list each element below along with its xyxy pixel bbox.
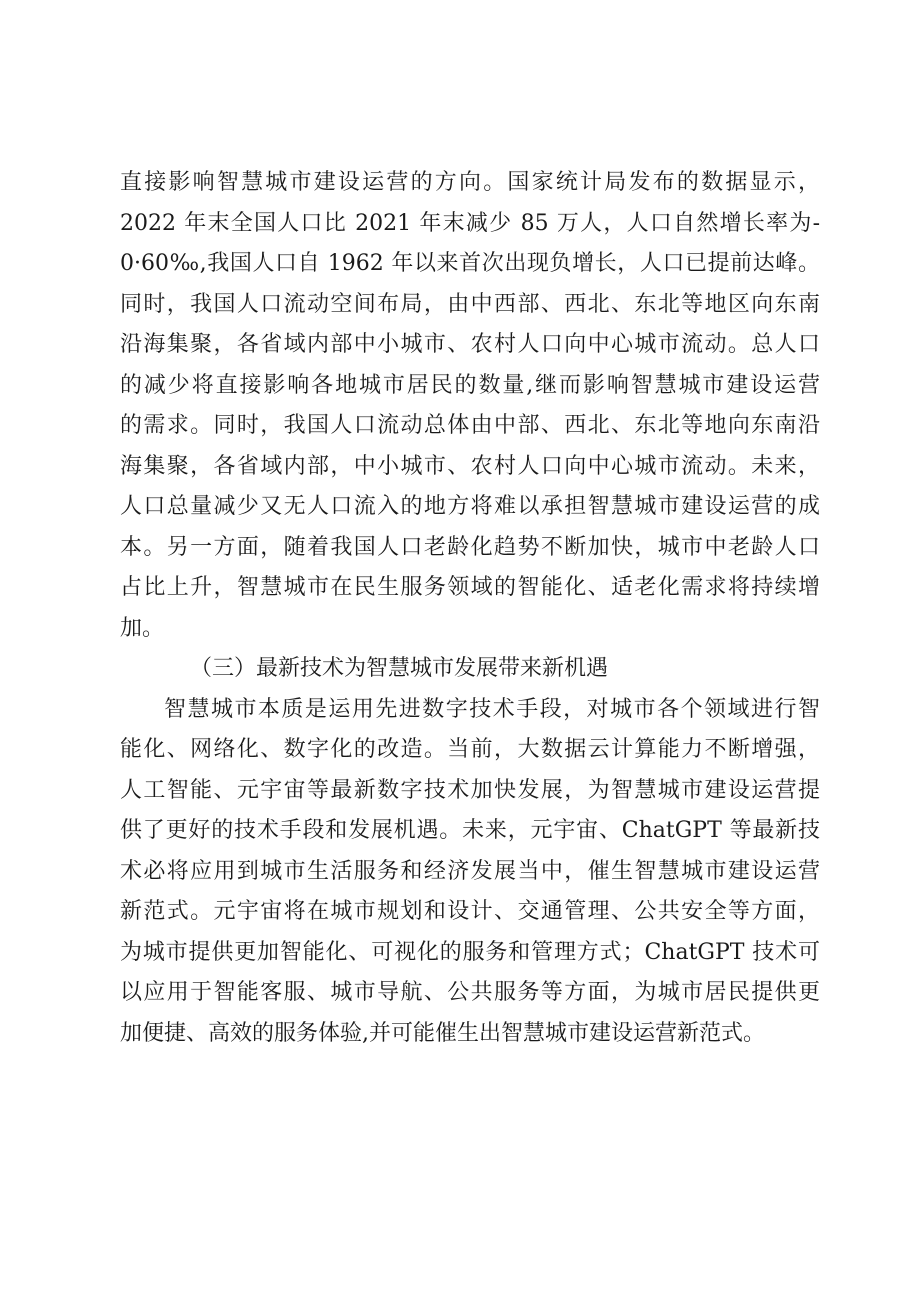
- document-body: [120, 163, 820, 1054]
- paragraph-line: 0·60‰,我国人口自 1962 年以来首次出现负增长，人口已提前达峰。: [120, 251, 820, 276]
- section-heading: （三）最新技术为智慧城市发展带来新机遇: [190, 656, 609, 681]
- paragraph-line: 人工智能、元宇宙等最新数字技术加快发展，为智慧城市建设运营提: [120, 777, 820, 803]
- paragraph-line: 的减少将直接影响各地城市居民的数量,继而影响智慧城市建设运营: [120, 372, 820, 398]
- paragraph-line: 直接影响智慧城市建设运营的方向。国家统计局发布的数据显示，: [120, 170, 820, 195]
- paragraph-line: 沿海集聚，各省域内部中小城市、农村人口向中心城市流动。总人口: [120, 332, 820, 357]
- paragraph-line: 同时，我国人口流动空间布局，由中西部、西北、东北等地区向东南: [120, 291, 820, 317]
- paragraph-line: 海集聚，各省域内部，中小城市、农村人口向中心城市流动。未来，: [120, 453, 820, 479]
- paragraph-line: 的需求。同时，我国人口流动总体由中部、西北、东北等地向东南沿: [120, 413, 820, 438]
- paragraph-technology: [120, 690, 820, 1055]
- paragraph-line: 本。另一方面，随着我国人口老龄化趋势不断加快，城市中老龄人口: [120, 534, 820, 560]
- paragraph-population: [120, 163, 820, 649]
- paragraph-line: 新范式。元宇宙将在城市规划和设计、交通管理、公共安全等方面，: [120, 899, 820, 924]
- paragraph-line: 加。: [120, 615, 165, 641]
- paragraph-line: 供了更好的技术手段和发展机遇。未来，元宇宙、ChatGPT 等最新技: [120, 818, 820, 843]
- paragraph-line: 以应用于智能客服、城市导航、公共服务等方面，为城市居民提供更: [120, 980, 820, 1005]
- paragraph-line: 占比上升，智慧城市在民生服务领域的智能化、适老化需求将持续增: [120, 575, 820, 600]
- paragraph-line: 智慧城市本质是运用先进数字技术手段，对城市各个领域进行智: [164, 696, 820, 722]
- paragraph-line: 人口总量减少又无人口流入的地方将难以承担智慧城市建设运营的成: [120, 494, 820, 519]
- paragraph-line: 为城市提供更加智能化、可视化的服务和管理方式；ChatGPT 技术可: [120, 939, 820, 965]
- paragraph-line: 2022 年末全国人口比 2021 年末减少 85 万人，人口自然增长率为-: [120, 210, 820, 236]
- paragraph-line: 能化、网络化、数字化的改造。当前，大数据云计算能力不断增强，: [120, 737, 820, 762]
- paragraph-line: 术必将应用到城市生活服务和经济发展当中，催生智慧城市建设运营: [120, 858, 820, 884]
- paragraph-line: 加便捷、高效的服务体验,并可能催生出智慧城市建设运营新范式。: [120, 1020, 765, 1046]
